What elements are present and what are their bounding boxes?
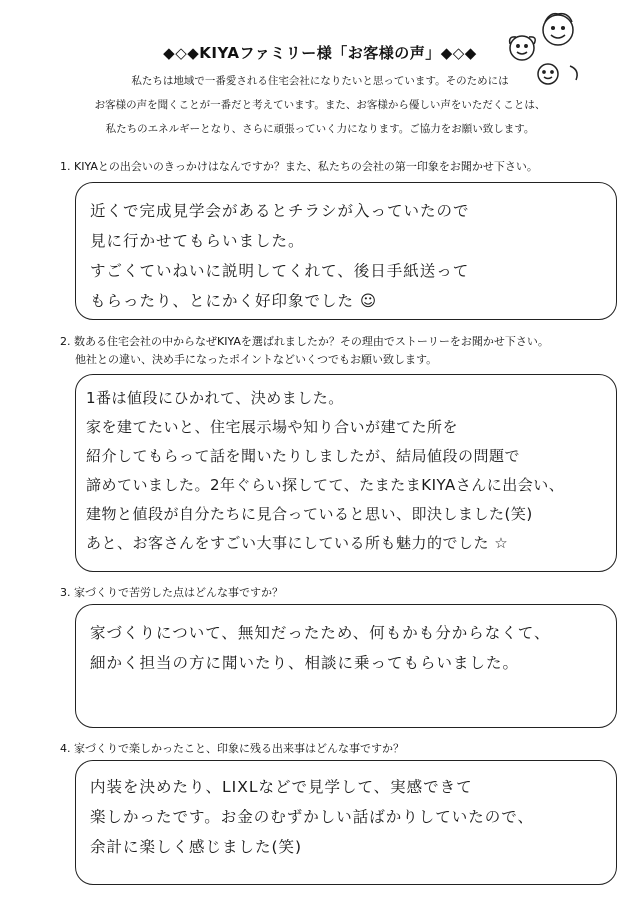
answer-1-text xyxy=(90,196,610,316)
intro-line: 私たちのエネルギーとなり、さらに頑張っていく力になります。ご協力をお願い致します。 xyxy=(105,123,535,135)
page-title: ◆◇◆KIYAファミリー様「お客様の声」◆◇◆ xyxy=(163,44,477,62)
answer-line: 余計に楽しく感じました(笑) xyxy=(90,838,303,856)
answer-4-text xyxy=(90,772,610,862)
answer-line: 細かく担当の方に聞いたり、相談に乗ってもらいました。 xyxy=(90,654,520,672)
answer-line: 内装を決めたり、LIXLなどで見学して、実感できて xyxy=(90,778,473,796)
intro-text xyxy=(60,69,580,141)
answer-line: 見に行かせてもらいました。 xyxy=(90,232,305,250)
answer-line: 家づくりについて、無知だったため、何もかも分からなくて、 xyxy=(90,624,551,642)
question-3-label: 3. 家づくりで苦労した点はどんな事ですか？ xyxy=(60,586,283,599)
question-4-label: 4. 家づくりで楽しかったこと、印象に残る出来事はどんな事ですか？ xyxy=(60,742,404,755)
answer-line: すごくていねいに説明してくれて、後日手紙送って xyxy=(90,262,470,280)
answer-line: もらったり、とにかく好印象でした ☺ xyxy=(90,292,378,310)
intro-line: お客様の声を聞くことが一番だと考えています。また、お客様から優しい声をいただくことは、 xyxy=(94,99,546,111)
question-2-sublabel: 他社との違い、決め手になったポイントなどいくつでもお願い致します。 xyxy=(75,353,438,366)
answer-line: 家を建てたいと、住宅展示場や知り合いが建てた所を xyxy=(86,418,459,436)
answer-line: 楽しかったです。お金のむずかしい話ばかりしていたので、 xyxy=(90,808,534,826)
question-1-label: 1. KIYAとの出会いのきっかけはなんですか？また、私たちの会社の第一印象をお聞かせ下さい。 xyxy=(60,160,538,173)
question-2-label: 2. 数ある住宅会社の中からなぜKIYAを選ばれましたか？その理由でストーリーをお聞かせ下さい。 xyxy=(60,335,549,348)
answer-line: 諦めていました。2年ぐらい探してて、たまたまKIYAさんに出会い、 xyxy=(86,476,565,494)
answer-line: 1番は値段にひかれて、決めました。 xyxy=(86,389,344,407)
answer-line: あと、お客さんをすごい大事にしている所も魅力的でした ☆ xyxy=(86,534,509,552)
answer-line: 紹介してもらって話を聞いたりしましたが、結局値段の問題で xyxy=(86,447,521,465)
intro-line: 私たちは地域で一番愛される住宅会社になりたいと思っています。そのためには xyxy=(131,75,509,87)
answer-line: 建物と値段が自分たちに見合っていると思い、即決しました(笑) xyxy=(86,505,533,523)
answer-2-text xyxy=(86,384,606,558)
answer-line: 近くで完成見学会があるとチラシが入っていたので xyxy=(90,202,470,220)
answer-3-text xyxy=(90,618,610,678)
